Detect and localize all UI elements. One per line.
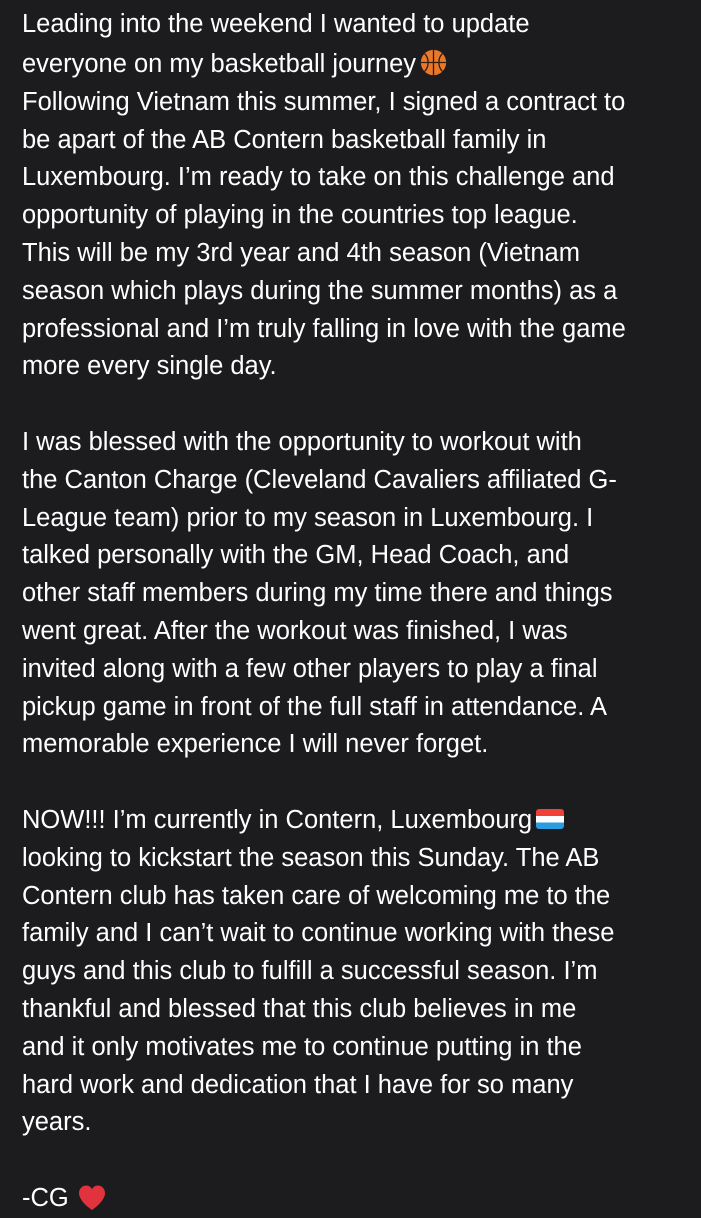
text-line: be apart of the AB Contern basketball family in bbox=[22, 125, 547, 154]
basketball-icon bbox=[420, 49, 447, 76]
text-line-content: everyone on my basketball journey bbox=[22, 50, 417, 78]
text-line: and it only motivates me to continue putting in the bbox=[22, 1032, 582, 1061]
text-line: hard work and dedication that I have for so many bbox=[22, 1070, 574, 1099]
text-line bbox=[22, 46, 692, 84]
text-line: This will be my 3rd year and 4th season (Vietnam bbox=[22, 238, 580, 267]
text-line: other staff members during my time there and things bbox=[22, 579, 613, 608]
text-line: thankful and blessed that this club believes in me bbox=[22, 994, 577, 1023]
text-line: family and I can’t wait to continue working with these bbox=[22, 919, 615, 948]
paragraph-gap bbox=[22, 764, 692, 802]
note-body[interactable] bbox=[22, 0, 692, 1218]
text-line: the Canton Charge (Cleveland Cavaliers affiliated G- bbox=[22, 465, 617, 494]
text-line: Following Vietnam this summer, I signed a contract to bbox=[22, 87, 626, 116]
text-line: pickup game in front of the full staff in attendance. A bbox=[22, 692, 607, 721]
text-line: professional and I’m truly falling in love with the game bbox=[22, 314, 626, 343]
text-line: looking to kickstart the season this Sunday. The AB bbox=[22, 843, 600, 872]
paragraph-gap bbox=[22, 386, 692, 424]
text-line: opportunity of playing in the countries top league. bbox=[22, 201, 578, 230]
luxembourg-flag-icon bbox=[536, 807, 564, 831]
paragraph-1 bbox=[22, 6, 692, 386]
text-line: went great. After the workout was finished, I was bbox=[22, 616, 568, 645]
text-line: I was blessed with the opportunity to workout with bbox=[22, 427, 582, 456]
paragraph-gap bbox=[22, 1142, 692, 1180]
signature: -CG bbox=[22, 1183, 69, 1212]
text-line: years. bbox=[22, 1108, 92, 1137]
text-line: memorable experience I will never forget. bbox=[22, 730, 489, 759]
text-line: guys and this club to fulfill a successful season. I’m bbox=[22, 957, 598, 986]
text-line bbox=[22, 802, 692, 840]
text-line: Contern club has taken care of welcoming me to the bbox=[22, 881, 611, 910]
text-line: invited along with a few other players to play a final bbox=[22, 654, 598, 683]
signature-line bbox=[22, 1180, 692, 1218]
paragraph-2 bbox=[22, 424, 692, 764]
text-line: season which plays during the summer months) as a bbox=[22, 276, 618, 305]
red-heart-icon bbox=[77, 1184, 107, 1211]
text-line: Luxembourg. I’m ready to take on this challenge and bbox=[22, 163, 615, 192]
text-line: more every single day. bbox=[22, 352, 277, 381]
text-line: Leading into the weekend I wanted to update bbox=[22, 10, 530, 38]
paragraph-3 bbox=[22, 802, 692, 1142]
text-line: League team) prior to my season in Luxembourg. I bbox=[22, 503, 594, 532]
text-line-content: NOW!!! I’m currently in Contern, Luxembourg bbox=[22, 805, 533, 834]
text-line: talked personally with the GM, Head Coach, and bbox=[22, 541, 570, 570]
